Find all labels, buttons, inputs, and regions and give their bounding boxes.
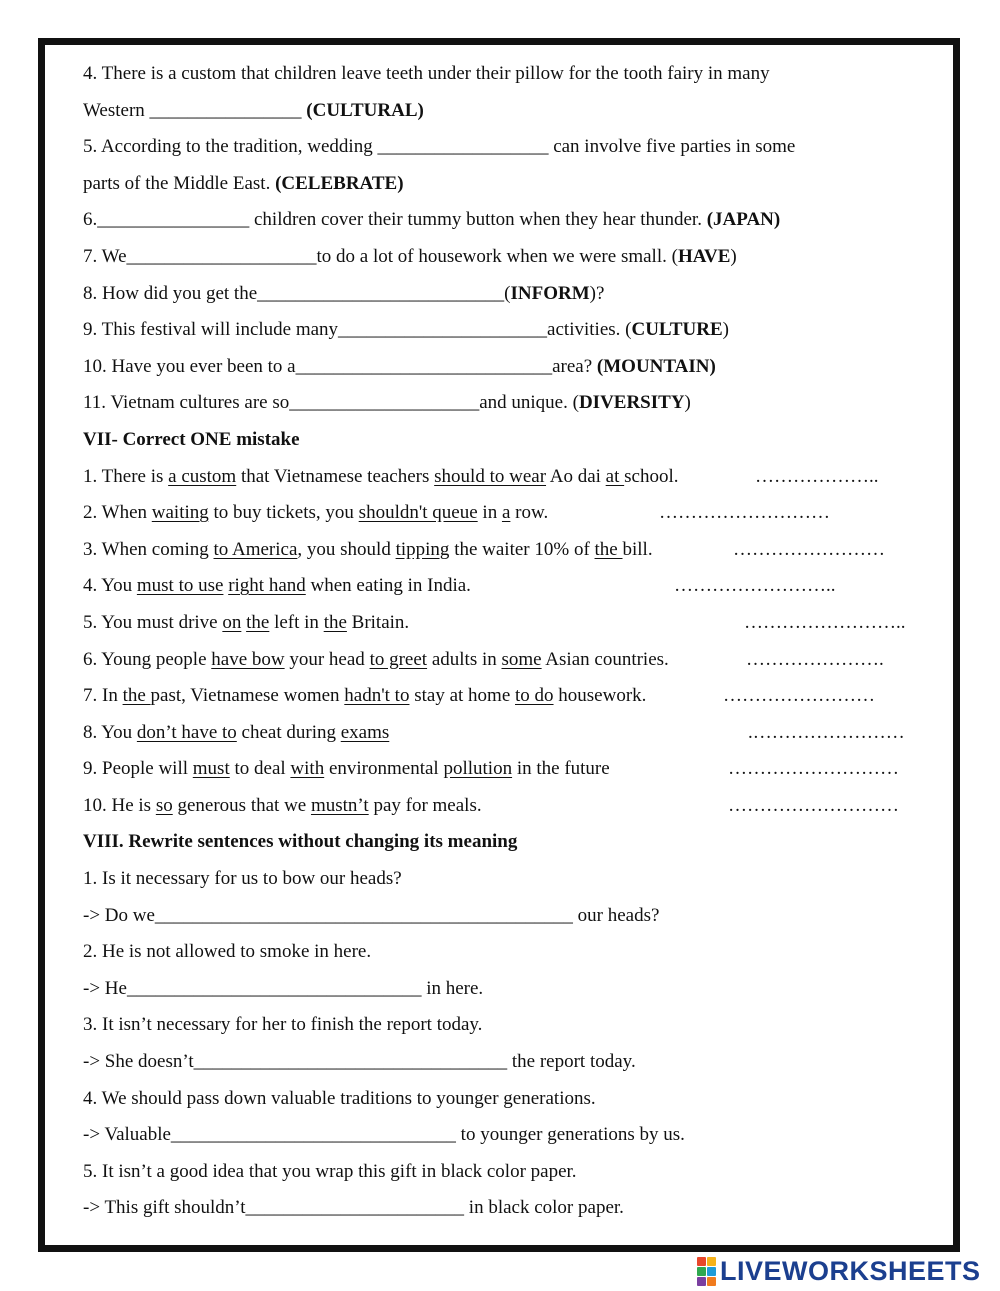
rewrite-answer-line-1[interactable]: -> Do we____________________________________________ our heads?: [83, 904, 660, 926]
underlined-option: pollution: [443, 758, 513, 780]
answer-blank[interactable]: ………………..: [755, 465, 879, 487]
mistake-item-5: [83, 605, 933, 642]
sentence-text: in: [477, 502, 502, 524]
sentence-text: 3. When coming: [83, 538, 214, 560]
underlined-option: some: [501, 648, 542, 670]
underlined-option: a custom: [168, 465, 237, 487]
answer-blank[interactable]: ………………………: [728, 794, 899, 816]
mistake-item-4: [83, 568, 933, 605]
keyword: (JAPAN): [706, 209, 781, 231]
logo-cubes-icon: [697, 1257, 716, 1286]
exercise-6-item-5-line-1: 5. According to the tradition, wedding __________________ can involve five parties in some: [83, 136, 796, 158]
rewrite-sentence-list: [83, 861, 933, 1227]
sentence-text: stay at home: [409, 685, 515, 707]
sentence-text: bill.: [622, 538, 653, 560]
sentence-text: 8. You: [83, 721, 137, 743]
mistake-item-2: [83, 495, 933, 532]
underlined-option: must: [192, 758, 230, 780]
logo-cube: [697, 1257, 706, 1266]
underlined-option: the: [594, 538, 623, 560]
answer-blank[interactable]: ……………………..: [674, 575, 836, 597]
sentence-text: left in: [269, 611, 324, 633]
underlined-option: to America: [213, 538, 298, 560]
sentence-text: the waiter 10% of: [449, 538, 595, 560]
sentence-text: 9. People will: [83, 758, 193, 780]
underlined-option: so: [155, 794, 173, 816]
mistake-item-8: [83, 715, 933, 752]
keyword: CULTURE: [631, 319, 723, 341]
sentence-text: to deal: [229, 758, 291, 780]
sentence-text: housework.: [553, 685, 647, 707]
exercise-6-item-11: 11. Vietnam cultures are so____________________and unique. (DIVERSITY): [83, 392, 691, 414]
rewrite-answer-line-3[interactable]: -> She doesn’t_________________________________ the report today.: [83, 1051, 636, 1073]
sentence-text: 5. You must drive: [83, 611, 223, 633]
rewrite-answer-line-4[interactable]: -> Valuable______________________________ to younger generations by us.: [83, 1124, 685, 1146]
section-8-heading: VIII. Rewrite sentences without changing its meaning: [83, 831, 518, 853]
sentence-text: 7. In: [83, 685, 123, 707]
keyword: (CELEBRATE): [275, 172, 404, 194]
sentence-text: your head: [284, 648, 370, 670]
exercise-6-item-8: 8. How did you get the__________________________(INFORM)?: [83, 282, 605, 304]
mistake-item-3: [83, 532, 933, 569]
underlined-option: exams: [340, 721, 390, 743]
sentence-text: past, Vietnamese women: [150, 685, 345, 707]
logo-cube: [697, 1277, 706, 1286]
sentence-text: Britain.: [346, 611, 410, 633]
sentence-text: 6. Young people: [83, 648, 212, 670]
underlined-option: the: [323, 611, 347, 633]
underlined-option: shouldn't queue: [358, 502, 478, 524]
underlined-option: at: [605, 465, 625, 487]
mistake-item-10: [83, 788, 933, 825]
sentence-text: school.: [624, 465, 679, 487]
sentence-text: to buy tickets, you: [208, 502, 359, 524]
sentence-text: generous that we: [172, 794, 311, 816]
rewrite-prompt-2: 2. He is not allowed to smoke in here.: [83, 941, 372, 963]
underlined-option: should to wear: [434, 465, 547, 487]
exercise-6-item-9: 9. This festival will include many______________________activities. (CULTURE): [83, 319, 729, 341]
sentence-text: 4. You: [83, 575, 137, 597]
logo-cube: [707, 1277, 716, 1286]
sentence-text: cheat during: [236, 721, 341, 743]
logo-cube: [697, 1267, 706, 1276]
answer-blank[interactable]: ……………………: [723, 685, 875, 707]
sentence-text: Ao dai: [546, 465, 606, 487]
sentence-text: pay for meals.: [368, 794, 482, 816]
sentence-text: row.: [510, 502, 549, 524]
logo-cube: [707, 1267, 716, 1276]
sentence-text: that Vietnamese teachers: [236, 465, 435, 487]
correct-mistake-list: [83, 459, 933, 825]
answer-blank[interactable]: ………………………: [659, 502, 830, 524]
rewrite-prompt-1: 1. Is it necessary for us to bow our heads?: [83, 868, 402, 890]
sentence-text: when eating in India.: [305, 575, 471, 597]
exercise-6-item-10: 10. Have you ever been to a___________________________area? (MOUNTAIN): [83, 355, 716, 377]
sentence-text: adults in: [427, 648, 502, 670]
underlined-option: must to use: [136, 575, 224, 597]
rewrite-answer-line-5[interactable]: -> This gift shouldn’t_______________________ in black color paper.: [83, 1197, 624, 1219]
worksheet-content: [83, 56, 933, 1227]
exercise-6-item-7: 7. We____________________to do a lot of housework when we were small. (HAVE): [83, 245, 737, 267]
liveworksheets-logo: [697, 1256, 981, 1286]
underlined-option: on: [222, 611, 242, 633]
exercise-6-item-4-line-1: 4. There is a custom that children leave teeth under their pillow for the tooth fairy in many: [83, 63, 770, 84]
underlined-option: have bow: [211, 648, 285, 670]
sentence-text: in the future: [512, 758, 610, 780]
rewrite-prompt-3: 3. It isn’t necessary for her to finish the report today.: [83, 1014, 483, 1036]
answer-blank[interactable]: ……………………: [733, 538, 885, 560]
exercise-6-item-6: 6.________________ children cover their tummy button when they hear thunder. (JAPAN): [83, 209, 781, 231]
underlined-option: right hand: [228, 575, 306, 597]
brand-name: LIVEWORKSHEETS: [720, 1256, 981, 1286]
keyword: (MOUNTAIN): [596, 355, 716, 377]
sentence-text: 1. There is: [83, 465, 169, 487]
rewrite-answer-line-2[interactable]: -> He_______________________________ in here.: [83, 977, 484, 999]
underlined-option: the: [246, 611, 270, 633]
keyword: DIVERSITY: [578, 392, 685, 414]
sentence-text: , you should: [297, 538, 396, 560]
sentence-text: environmental: [324, 758, 444, 780]
keyword: (CULTURAL): [306, 99, 424, 121]
keyword: HAVE: [677, 245, 731, 267]
rewrite-prompt-5: 5. It isn’t a good idea that you wrap this gift in black color paper.: [83, 1160, 577, 1182]
mistake-item-9: [83, 751, 933, 788]
answer-blank[interactable]: ……………………..: [744, 611, 906, 633]
underlined-option: the: [122, 685, 151, 707]
rewrite-prompt-4: 4. We should pass down valuable traditions to younger generations.: [83, 1087, 596, 1109]
exercise-6-item-4-line-2: Western ________________ (CULTURAL): [83, 99, 424, 121]
answer-blank[interactable]: ………………….: [746, 648, 884, 670]
worksheet-page: [38, 38, 960, 1252]
underlined-option: hadn't to: [344, 685, 410, 707]
underlined-option: tipping: [395, 538, 450, 560]
underlined-option: to greet: [369, 648, 428, 670]
underlined-option: don’t have to: [136, 721, 237, 743]
underlined-option: to do: [515, 685, 554, 707]
sentence-text: Asian countries.: [541, 648, 669, 670]
underlined-option: with: [290, 758, 325, 780]
keyword: INFORM: [510, 282, 590, 304]
mistake-item-6: [83, 642, 933, 679]
sentence-text: 10. He is: [83, 794, 156, 816]
section-7-heading: VII- Correct ONE mistake: [83, 428, 300, 450]
underlined-option: a: [501, 502, 511, 524]
sentence-text: 2. When: [83, 502, 152, 524]
exercise-6-item-5-line-2: parts of the Middle East. (CELEBRATE): [83, 172, 404, 194]
answer-blank[interactable]: ………………………: [728, 758, 899, 780]
mistake-item-7: [83, 678, 933, 715]
underlined-option: mustn’t: [310, 794, 369, 816]
underlined-option: waiting: [151, 502, 209, 524]
answer-blank[interactable]: .……………………: [748, 721, 905, 743]
logo-cube: [707, 1257, 716, 1266]
mistake-item-1: [83, 459, 933, 496]
